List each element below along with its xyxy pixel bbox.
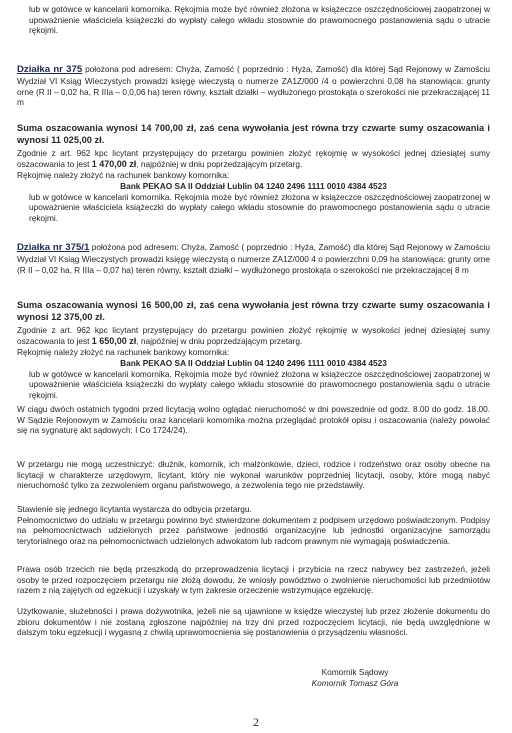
plot2-deposit-text-b: , najpóźniej w dniu poprzedzającym przetarg.: [136, 335, 303, 346]
viewing-section: [17, 404, 490, 436]
plot1-terms: [17, 123, 490, 223]
plot2-title: Działka nr 375/1: [17, 242, 90, 253]
plot1-title: Działka nr 375: [17, 64, 83, 75]
plot1-account-label: Rękojmię należy złożyć na rachunek bankowy komornika:: [17, 170, 230, 181]
plot1-deposit-text-a: Zgodnie z art. 962 kpc licytant przystępujący do przetargu powinien złożyć rękojmię w wysokości jednej dziesiątej sumy oszacowania to jest: [17, 148, 490, 169]
plot1-description-text: położona pod adresem: Chyża, Zamość ( poprzednio : Hyża, Zamość) dla której Sąd Rejonowy w Zamościu Wydział VI Ksiąg Wieczystych prowadzi księgę wieczystą o numerze ZA1Z/000 /4 o powierzchni 0,08 ha stanowiąca: grunty orne (R II – 0,02 ha, R IIIa – 0,0,06 ha) teren równy, kształt działki – wydłużonego prostokąta o szerokości nie przekraczającej 11 m: [17, 64, 490, 108]
plot1-cash-note: lub w gotówce w kancelarii komornika. Rękojmia może być również złożona w książeczce oszczędnościowej zaopatrzonej w upoważnienie właściciela książeczki do wypłaty całego wkładu stosownie do prawomocnego postanowienia sądu o utracie rękojmi.: [29, 191, 490, 223]
plot1-deposit-amount: 1 470,00 zł: [91, 158, 137, 169]
page-number: 2: [253, 715, 259, 729]
signature-title: Komornik Sądowy: [321, 667, 389, 677]
plot1-valuation: Suma oszacowania wynosi 14 700,00 zł, zaś cena wywołania jest równa trzy czwarte sumy oszacowania i wynosi 11 025,00 zł.: [17, 123, 490, 145]
top-continuation: [17, 4, 490, 36]
easements-section: [17, 606, 490, 638]
plot2-bank-account: Bank PEKAO SA II Oddział Lublin 04 1240 2496 1111 0010 4384 4523: [120, 357, 387, 368]
plot1-bank-account: Bank PEKAO SA II Oddział Lublin 04 1240 2496 1111 0010 4384 4523: [120, 180, 387, 191]
plot2-deposit: [17, 325, 490, 347]
plot2-description: [17, 242, 490, 275]
signature-name: Komornik Tomasz Góra: [311, 677, 399, 688]
excluded-paragraph: W przetargu nie mogą uczestniczyć: dłużnik, komornik, ich małżonkowie, dzieci, rodzice i rodzeństwo oraz osoby obecne na licytacji w charakterze urzędowym, licytant, który nie wykonał warunków poprzedniej licytacji, osoby, które mogą nabyć nieruchomość tylko za zezwoleniem organu państwowego, a zezwolenia tego nie przedstawiły.: [17, 459, 490, 491]
top-paragraph: lub w gotówce w kancelarii komornika. Rękojmia może być również złożona w książeczce oszczędnościowej zaopatrzonej w upoważnienie właściciela książeczki do wypłaty całego wkładu stosownie do prawomocnego postanowienia sądu o utracie rękojmi.: [29, 4, 490, 36]
plot1-description: [17, 64, 490, 108]
proxy-section: [17, 504, 490, 546]
one-bidder-paragraph: Stawienie się jednego licytanta wystarcza do odbycia przetargu.: [17, 504, 252, 514]
plot1-deposit: [17, 148, 490, 170]
excluded-section: [17, 459, 490, 491]
viewing-paragraph: W ciągu dwóch ostatnich tygodni przed licytacją wolno oglądać nieruchomość w dni powszednie od godz. 8.00 do godz. 18.00. W Sądzie Rejonowym w Zamościu oraz kancelarii komornika można przeglądać protokół opisu i oszacowania (należy powołać się na sygnaturę akt sądowych: I Co 1724/24).: [17, 404, 490, 436]
plot2-description-text: położona pod adresem: Chyża, Zamość ( poprzednio : Hyża, Zamość) dla której Sąd Rejonowy w Zamościu Wydział VI Ksiąg Wieczystych prowadzi księgę wieczystą o numerze ZA1Z/000 4 o powierzchni 0,09 ha stanowiąca: grunty orne (R II – 0,02 ha, R IIIa – 0,07 ha) teren równy, kształt działki – wydłużonego prostokąta o szerokości nie przekraczającej 8 m: [17, 242, 490, 275]
proxy-paragraph: Pełnomocnictwo do udziału w przetargu powinno być stwierdzone dokumentem z podpisem urzędowo poświadczonym. Podpisy na pełnomocnictwach udzielonych przez państwowe jednostki organizacyjne lub jednostki organizacyjne samorządu terytorialnego oraz na pełnomocnictwach udzielonych adwokatom lub radcom prawnym nie wymagają poświadczenia.: [17, 514, 490, 546]
plot2-section: [17, 242, 490, 275]
plot2-terms: [17, 300, 490, 400]
plot2-account-label: Rękojmię należy złożyć na rachunek bankowy komornika:: [17, 347, 230, 358]
plot2-deposit-amount: 1 650,00 zł: [91, 335, 137, 346]
easements-paragraph: Użytkowanie, służebności i prawa dożywotnika, jeżeli nie są ujawnione w księdze wieczystej lub przez złożenie dokumentu do zbioru dokumentów i nie zostaną zgłoszone najpóźniej na trzy dni przed rozpoczęciem licytacji, nie będą uwzględnione w dalszym toku egzekucji i wygasną z chwilą uprawomocnienia się postanowienia o przysądzeniu własności.: [17, 606, 490, 638]
plot2-deposit-text-a: Zgodnie z art. 962 kpc licytant przystępujący do przetargu powinien złożyć rękojmię w wysokości jednej dziesiątej sumy oszacowania to jest: [17, 325, 490, 346]
plot2-valuation: Suma oszacowania wynosi 16 500,00 zł, zaś cena wywołania jest równa trzy czwarte sumy oszacowania i wynosi 12 375,00 zł.: [17, 300, 490, 322]
plot2-cash-note: lub w gotówce w kancelarii komornika. Rękojmia może być również złożona w książeczce oszczędnościowej zaopatrzonej w upoważnienie właściciela książeczki do wypłaty całego wkładu stosownie do prawomocnego postanowienia sądu o utracie rękojmi.: [29, 368, 490, 400]
third-party-section: [17, 564, 490, 596]
third-party-paragraph: Prawa osób trzecich nie będą przeszkodą do przeprowadzenia licytacji i przybicia na rzecz nabywcy bez zastrzeżeń, jeżeli osoby te przed rozpoczęciem przetargu nie złożą dowodu, że wniosły powództwo o zwolnienie nieruchomości lub przedmiotów razem z nią zajętych od egzekucji i uzyskały w tym zakresie orzeczenie wstrzymujące egzekucję.: [17, 564, 490, 596]
signature-block: [285, 667, 425, 688]
plot1-section: [17, 64, 490, 108]
plot1-deposit-text-b: , najpóźniej w dniu poprzedzającym przetarg.: [136, 158, 303, 169]
